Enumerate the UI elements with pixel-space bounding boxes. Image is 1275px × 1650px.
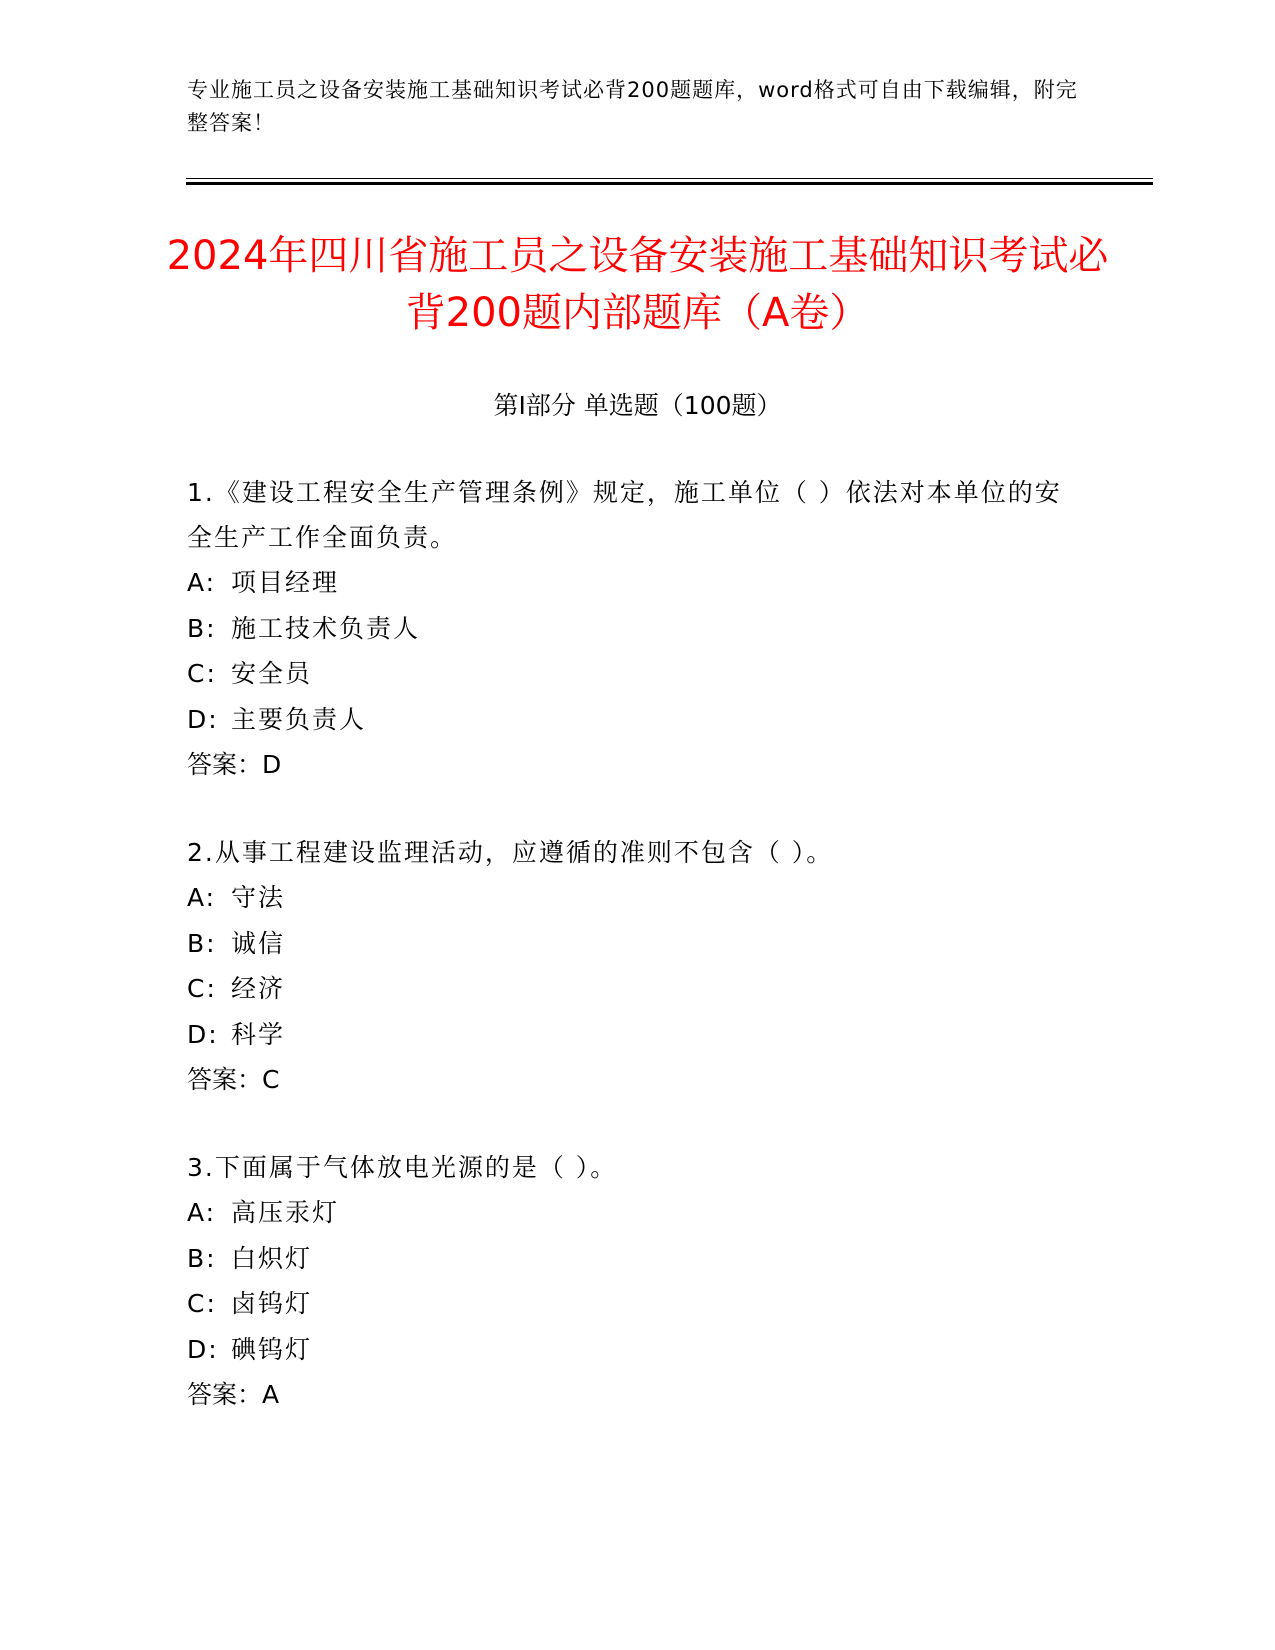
option-b xyxy=(187,1236,1087,1282)
header-divider-thin xyxy=(186,178,1153,179)
option-text: 经济 xyxy=(231,974,286,1003)
question-item xyxy=(187,830,1087,1103)
option-a xyxy=(187,560,1087,606)
option-text: 白炽灯 xyxy=(231,1243,313,1273)
option-key: A: xyxy=(187,568,217,597)
option-key: C: xyxy=(187,1289,217,1318)
option-c xyxy=(187,651,1087,697)
option-text: 高压汞灯 xyxy=(231,1198,340,1227)
option-text: 科学 xyxy=(231,1019,286,1049)
section-heading: 第Ⅰ部分 单选题（100题） xyxy=(493,391,782,420)
option-b xyxy=(187,606,1087,652)
answer-line: 答案：C xyxy=(187,1065,280,1094)
option-text: 施工技术负责人 xyxy=(231,613,421,643)
option-key: B: xyxy=(187,613,217,643)
option-key: D: xyxy=(187,1334,219,1364)
question-text: 1.《建设工程安全生产管理条例》规定，施工单位（ ）依法对本单位的安全生产工作全面负责。 xyxy=(187,478,1062,552)
question-item xyxy=(187,470,1087,788)
option-key: B: xyxy=(187,1243,217,1273)
option-key: A: xyxy=(187,883,217,912)
option-text: 安全员 xyxy=(231,659,313,688)
option-d xyxy=(187,1012,1087,1058)
option-d xyxy=(187,1327,1087,1373)
answer-line: 答案：A xyxy=(187,1380,280,1409)
option-key: D: xyxy=(187,704,219,734)
option-key: C: xyxy=(187,659,217,688)
option-b xyxy=(187,921,1087,967)
option-key: B: xyxy=(187,928,217,958)
option-text: 卤钨灯 xyxy=(231,1289,313,1318)
question-item xyxy=(187,1145,1087,1418)
question-text: 2.从事工程建设监理活动，应遵循的准则不包含（ ）。 xyxy=(187,838,834,867)
option-key: A: xyxy=(187,1198,217,1227)
question-text: 3.下面属于气体放电光源的是（ ）。 xyxy=(187,1153,618,1182)
option-c xyxy=(187,1281,1087,1327)
option-text: 碘钨灯 xyxy=(231,1334,313,1364)
option-key: C: xyxy=(187,974,217,1003)
header-divider-thick xyxy=(186,182,1153,185)
header-note: 专业施工员之设备安装施工基础知识考试必背200题题库，word格式可自由下载编辑，附完整答案！ xyxy=(187,78,1078,135)
document-title: 2024年四川省施工员之设备安装施工基础知识考试必背200题内部题库（A卷） xyxy=(166,233,1109,336)
option-a xyxy=(187,875,1087,921)
option-text: 守法 xyxy=(231,883,286,912)
option-text: 主要负责人 xyxy=(231,704,367,734)
option-a xyxy=(187,1190,1087,1236)
option-c xyxy=(187,966,1087,1012)
option-key: D: xyxy=(187,1019,219,1049)
option-d xyxy=(187,697,1087,743)
question-list xyxy=(187,470,1087,1460)
option-text: 诚信 xyxy=(231,928,286,958)
answer-line: 答案：D xyxy=(187,750,282,779)
option-text: 项目经理 xyxy=(231,568,340,597)
